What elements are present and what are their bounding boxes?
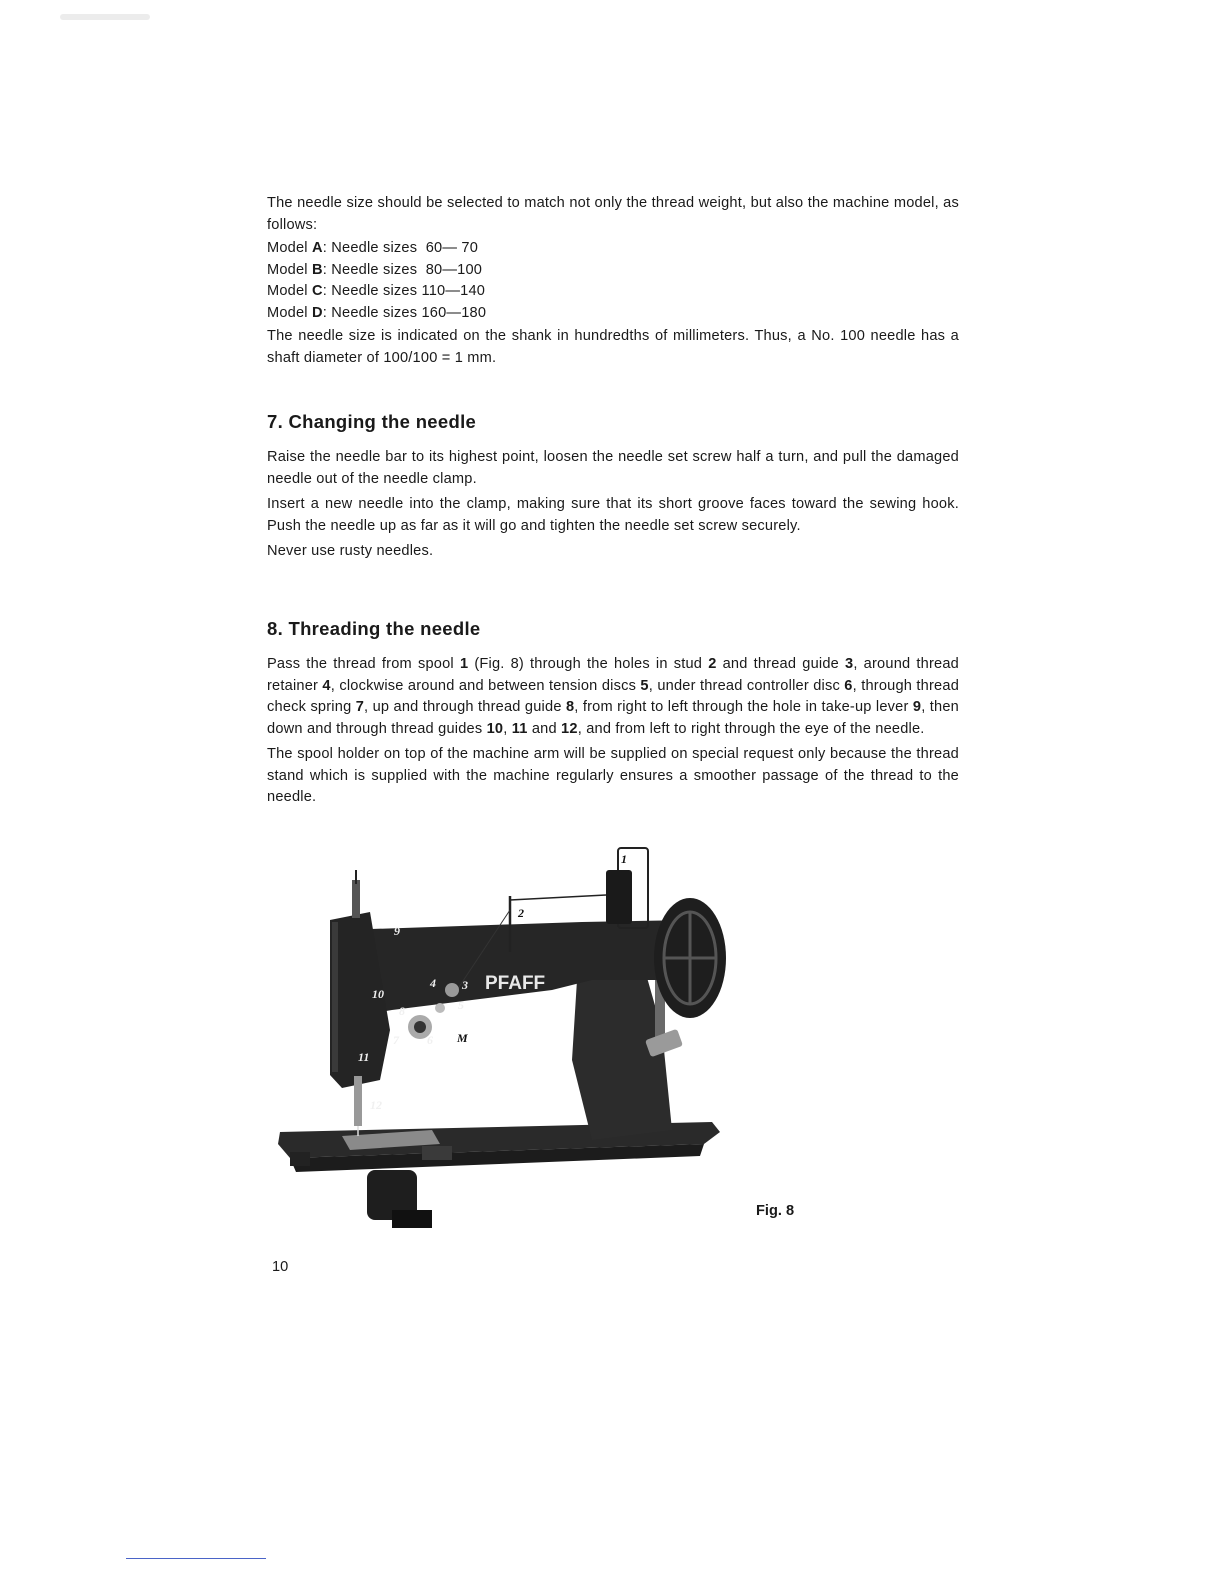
- section-7-heading: 7. Changing the needle: [267, 411, 477, 432]
- callout-label: 3: [462, 978, 468, 992]
- section-7-paragraph-2: Insert a new needle into the clamp, making sure that its short groove faces toward the sewing hook. Push the needle up as far as it will go and tighten the needle set screw securely.: [267, 496, 959, 534]
- section-8-paragraph-2: The spool holder on top of the machine arm will be supplied on special request only because the thread stand which is supplied with the machine regularly ensures a smoother passage of the thread to the needle.: [267, 746, 959, 805]
- intro-paragraph: The needle size should be selected to match not only the thread weight, but also the machine model, as follows:: [267, 195, 959, 233]
- callout-label: 6: [427, 1033, 433, 1047]
- callout-label: 5: [458, 998, 464, 1012]
- sewing-machine-illustration: [272, 840, 732, 1235]
- callout-label: 2: [518, 906, 524, 920]
- callout-label: 4: [430, 976, 436, 990]
- scan-smudge: [60, 14, 150, 20]
- callout-label: 9: [394, 924, 400, 938]
- page-number: 10: [272, 1259, 289, 1275]
- scan-edge-line: [126, 1558, 266, 1559]
- needle-size-paragraph: The needle size is indicated on the shank in hundredths of millimeters. Thus, a No. 100 needle has a shaft diameter of 100/100 = 1 mm.: [267, 328, 959, 366]
- section-7: [267, 411, 959, 563]
- callout-label: 11: [358, 1050, 370, 1064]
- callout-label: 12: [370, 1098, 382, 1112]
- callout-label: 1: [621, 852, 627, 866]
- callout-label: 10: [372, 987, 384, 1001]
- sewing-machine-figure: [272, 840, 732, 1235]
- model-size-item: Model A: Needle sizes 60— 70: [267, 240, 479, 256]
- callout-label: 8: [399, 1004, 405, 1018]
- pfaff-brand-label: PFAFF: [485, 973, 546, 994]
- section-8-heading: 8. Threading the needle: [267, 618, 481, 639]
- model-size-list: [267, 238, 959, 324]
- model-size-item: Model B: Needle sizes 80—100: [267, 261, 483, 278]
- figure-caption: Fig. 8: [756, 1203, 795, 1219]
- section-7-paragraph-3: Never use rusty needles.: [267, 543, 434, 559]
- intro-block: [267, 193, 959, 369]
- model-size-item: Model D: Needle sizes 160—180: [267, 304, 487, 321]
- section-8: [267, 618, 959, 809]
- section-8-paragraph-1: Pass the thread from spool 1 (Fig. 8) through the holes in stud 2 and thread guide 3, around thread retainer 4, clockwise around and between tension discs 5, under thread controller disc 6, through thread check spring 7, up and through thread guide 8, from right to left through the hole in take-up lever 9, then down and through thread guides 10, 11 and 12, and from left to right through the eye of the needle.: [267, 656, 960, 737]
- callout-label: 7: [393, 1033, 399, 1047]
- callout-label: M: [457, 1031, 468, 1045]
- section-7-paragraph-1: Raise the needle bar to its highest point, loosen the needle set screw half a turn, and pull the damaged needle out of the needle clamp.: [267, 449, 959, 487]
- model-size-item: Model C: Needle sizes 110—140: [267, 283, 486, 299]
